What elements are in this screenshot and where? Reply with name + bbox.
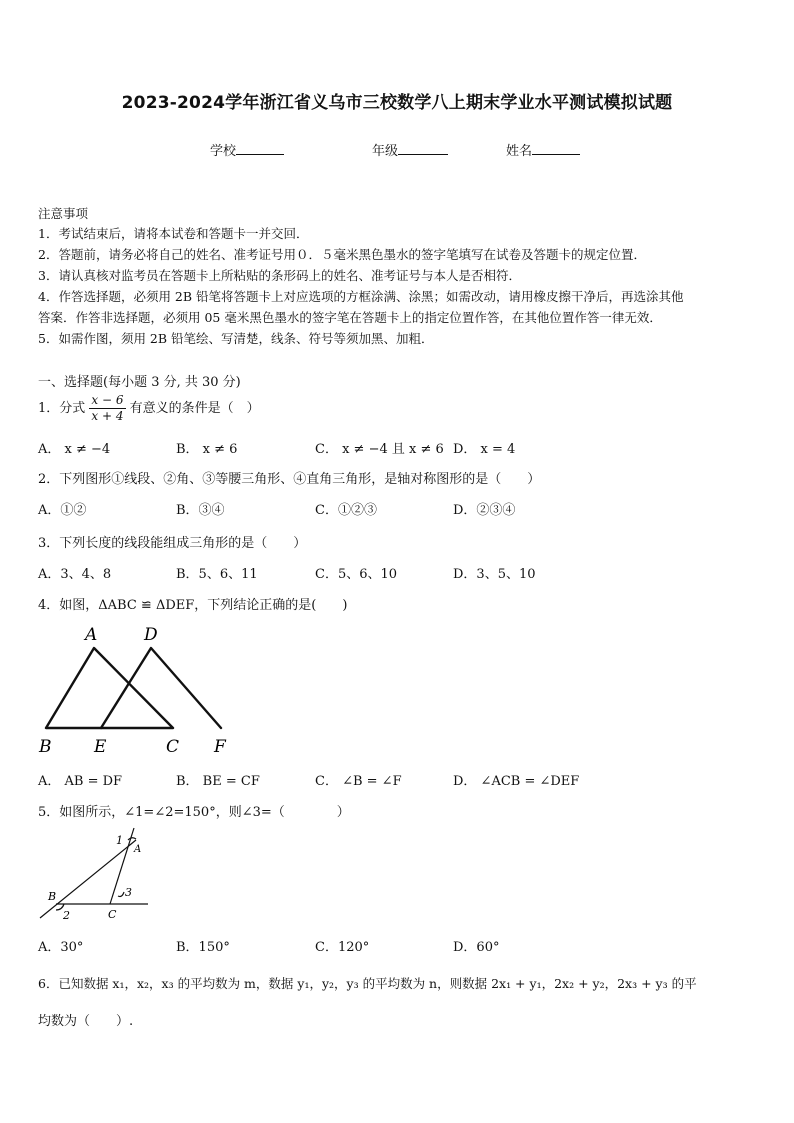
note-item: 1．考试结束后，请将本试卷和答题卡一并交回． bbox=[38, 226, 309, 241]
line-ba bbox=[40, 840, 136, 918]
question-4: 4．如图，ΔABC ≌ ΔDEF，下列结论正确的是( ) bbox=[38, 598, 348, 613]
grade-label: 年级 bbox=[372, 144, 399, 159]
q5-option-d[interactable]: D．60° bbox=[453, 940, 500, 955]
question-2: 2．下列图形①线段、②角、③等腰三角形、④直角三角形，是轴对称图形的是（ ） bbox=[38, 472, 541, 487]
label-e: E bbox=[94, 737, 107, 757]
notes-heading: 注意事项 bbox=[38, 206, 89, 221]
label-c: C bbox=[108, 908, 117, 921]
q3-option-b[interactable]: B．5、6、11 bbox=[176, 567, 258, 582]
q2-option-c[interactable]: C．①②③ bbox=[315, 503, 377, 518]
question-3: 3．下列长度的线段能组成三角形的是（ ） bbox=[38, 536, 307, 551]
q2-option-d[interactable]: D．②③④ bbox=[453, 503, 516, 518]
school-label: 学校 bbox=[210, 144, 237, 159]
q4-option-a[interactable]: A． AB = DF bbox=[38, 774, 123, 789]
note-item: 答案．作答非选择题，必须用 05 毫米黑色墨水的签字笔在答题卡上的指定位置作答，在其他位置作答一律无效． bbox=[38, 310, 662, 325]
question-6-line1: 6．已知数据 x₁，x₂，x₃ 的平均数为 m，数据 y₁，y₂，y₃ 的平均数为 n，则数据 2x₁ + y₁，2x₂ + y₂，2x₃ + y₃ 的平 bbox=[38, 976, 697, 991]
section-heading: 一、选择题(每小题 3 分, 共 30 分) bbox=[38, 375, 241, 390]
label-d: D bbox=[144, 625, 158, 645]
label-a: A bbox=[134, 844, 142, 855]
school-blank[interactable] bbox=[236, 142, 284, 155]
q3-option-d[interactable]: D．3、5、10 bbox=[453, 567, 536, 582]
label-3: 3 bbox=[125, 886, 132, 899]
label-a: A bbox=[85, 625, 98, 645]
q1-denominator: x + 4 bbox=[91, 409, 124, 423]
q5-option-a[interactable]: A．30° bbox=[38, 940, 84, 955]
q1-numerator: x − 6 bbox=[91, 393, 124, 407]
q1-suffix: 有意义的条件是（ ） bbox=[129, 401, 260, 416]
label-b: B bbox=[48, 890, 57, 903]
q2-option-b[interactable]: B．③④ bbox=[176, 503, 225, 518]
q4-option-d[interactable]: D． ∠ACB = ∠DEF bbox=[453, 774, 580, 789]
q5-option-c[interactable]: C．120° bbox=[315, 940, 370, 955]
note-item: 2．答题前，请务必将自己的姓名、准考证号用０．５毫米黑色墨水的签字笔填写在试卷及答题卡的规定位置． bbox=[38, 247, 646, 262]
label-f: F bbox=[214, 737, 226, 757]
q3-option-c[interactable]: C．5、6、10 bbox=[315, 567, 398, 582]
grade-blank[interactable] bbox=[398, 142, 448, 155]
angle-1-arc bbox=[128, 838, 136, 840]
question-6-line2: 均数为（ ）. bbox=[38, 1014, 134, 1029]
name-label: 姓名 bbox=[506, 144, 533, 159]
q1-option-c[interactable]: C． x ≠ −4 且 x ≠ 6 bbox=[315, 442, 444, 457]
q1-option-d[interactable]: D． x = 4 bbox=[453, 442, 516, 457]
note-item: 5．如需作图，须用 2B 铅笔绘、写清楚，线条、符号等须加黑、加粗． bbox=[38, 331, 434, 346]
name-blank[interactable] bbox=[532, 142, 580, 155]
page-title: 2023-2024学年浙江省义乌市三校数学八上期末学业水平测试模拟试题 bbox=[121, 93, 673, 113]
note-item: 4．作答选择题，必须用 2B 铅笔将答题卡上对应选项的方框涂满、涂黑；如需改动，请用橡皮擦干净后，再选涂其他 bbox=[38, 289, 684, 304]
q4-triangles-figure bbox=[36, 622, 236, 757]
grade-field[interactable] bbox=[372, 140, 448, 159]
q1-fraction bbox=[89, 393, 125, 424]
name-field[interactable] bbox=[506, 140, 580, 159]
q4-option-c[interactable]: C． ∠B = ∠F bbox=[315, 774, 402, 789]
angle-3-arc bbox=[118, 892, 124, 897]
q5-option-b[interactable]: B．150° bbox=[176, 940, 230, 955]
q1-option-a[interactable]: A． x ≠ −4 bbox=[38, 442, 111, 457]
question-5: 5．如图所示，∠1=∠2=150°，则∠3=（ ） bbox=[38, 805, 350, 820]
q2-option-a[interactable]: A．①② bbox=[38, 503, 87, 518]
q5-angles-figure bbox=[36, 826, 156, 924]
school-field[interactable] bbox=[210, 140, 284, 159]
label-1: 1 bbox=[116, 834, 123, 847]
question-1 bbox=[38, 393, 260, 424]
label-b: B bbox=[39, 737, 52, 757]
note-item: 3．请认真核对监考员在答题卡上所粘贴的条形码上的姓名、准考证号与本人是否相符． bbox=[38, 268, 521, 283]
q1-option-b[interactable]: B． x ≠ 6 bbox=[176, 442, 238, 457]
label-2: 2 bbox=[63, 909, 70, 922]
q4-option-b[interactable]: B． BE = CF bbox=[176, 774, 260, 789]
q3-option-a[interactable]: A．3、4、8 bbox=[38, 567, 112, 582]
q1-prefix: 1．分式 bbox=[38, 401, 86, 416]
label-c: C bbox=[166, 737, 180, 757]
